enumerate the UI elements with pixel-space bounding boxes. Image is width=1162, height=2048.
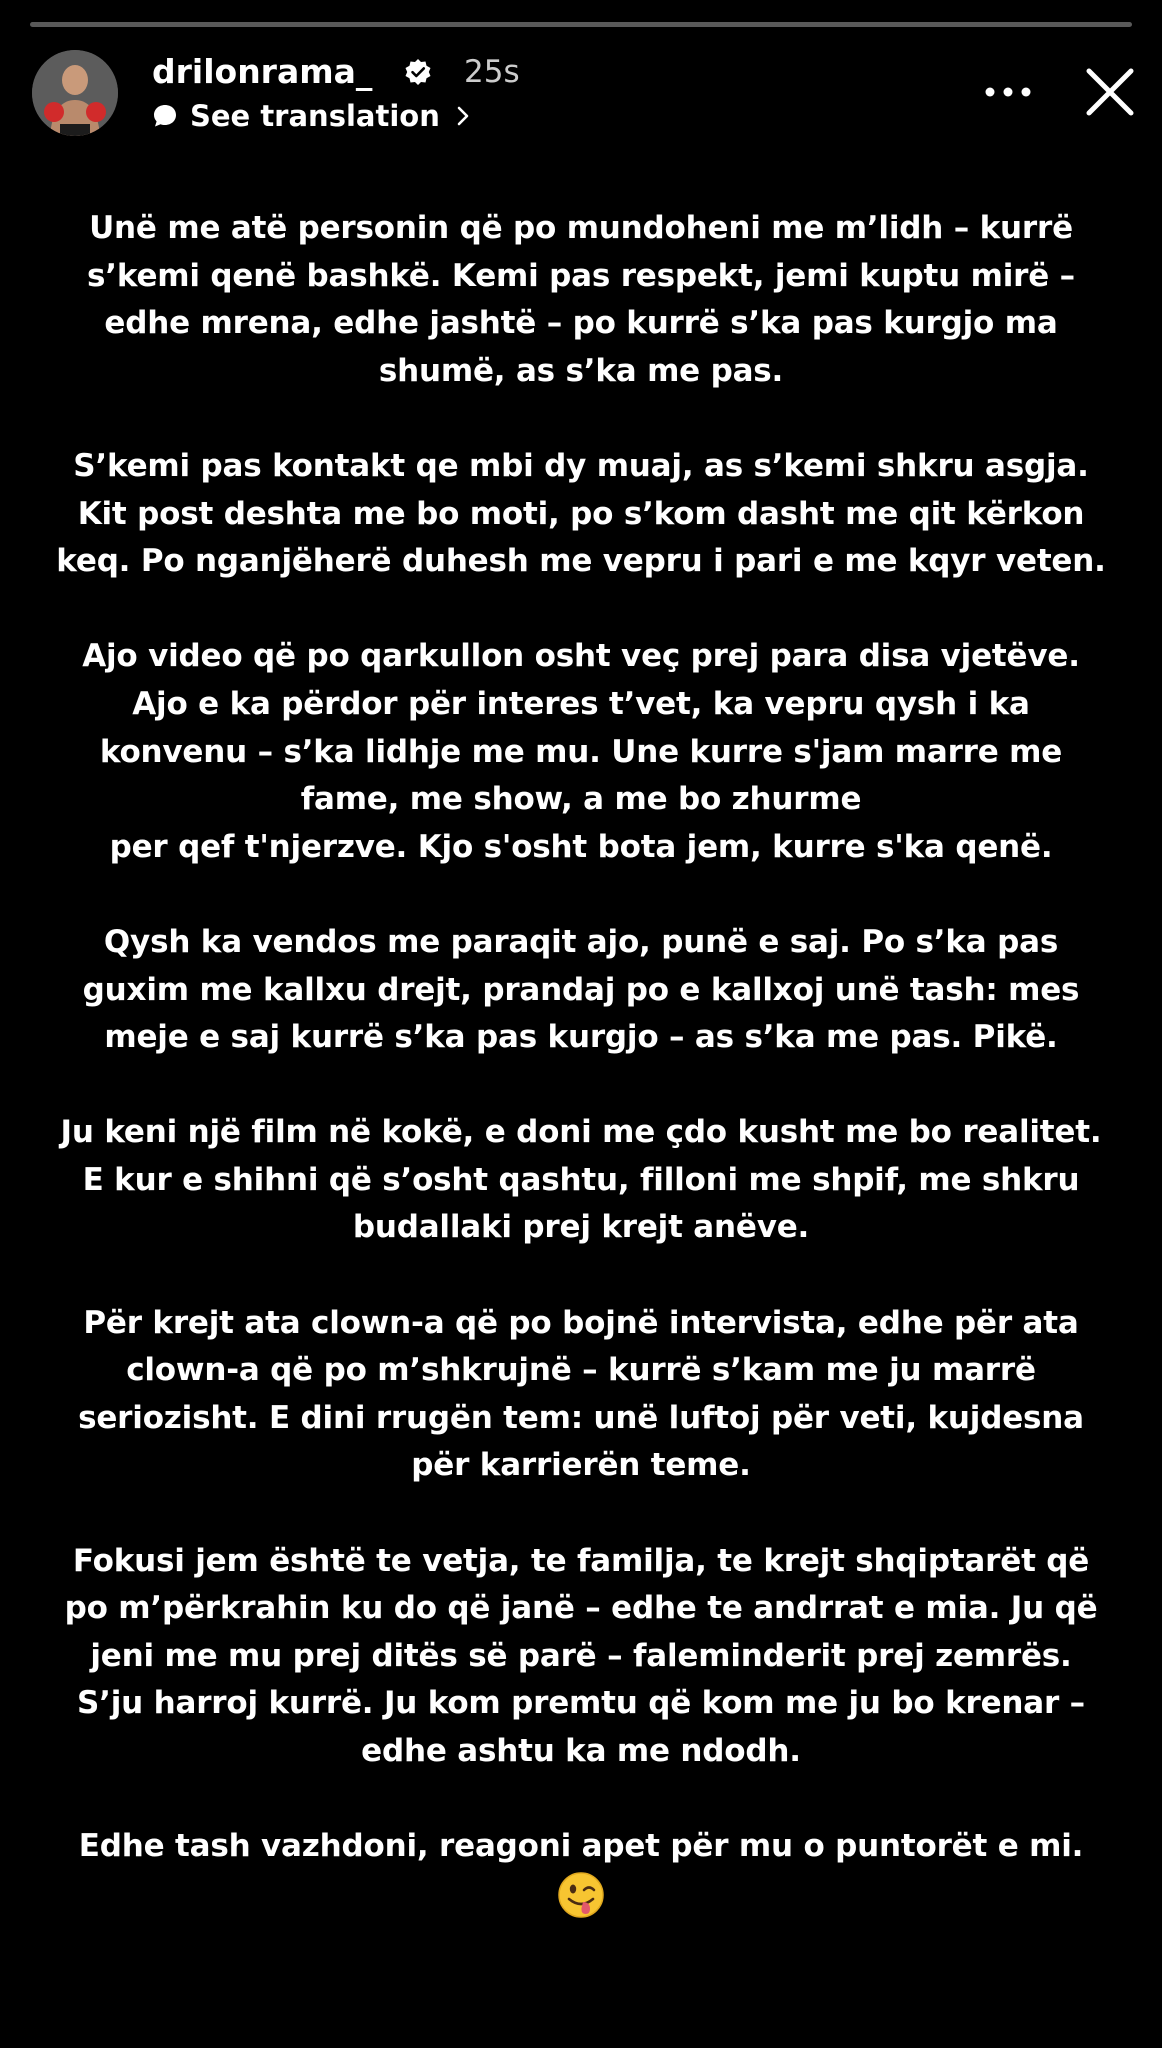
story-paragraph	[20, 1538, 1142, 1776]
story-text-line: për karrierën teme.	[411, 1447, 751, 1484]
story-text-line: Ju keni një film në kokë, e doni me çdo kusht me bo realitet.	[60, 1114, 1102, 1151]
story-text-line: clown-a që po m’shkrujnë – kurrë s’kam me ju marrë	[126, 1352, 1036, 1389]
story-text-line: Edhe tash vazhdoni, reagoni apet për mu o puntorët e mi.	[78, 1828, 1084, 1865]
story-text-line: Fokusi jem është te vetja, te familja, te krejt shqiptarët që	[72, 1542, 1090, 1579]
verified-badge-icon	[404, 58, 432, 86]
story-text-line: fame, me show, a me bo zhurme	[300, 781, 862, 818]
story-text-line: shumë, as s’ka me pas.	[378, 352, 784, 389]
story-text-line: s’kemi qenë bashkë. Kemi pas respekt, jemi kuptu mirë –	[87, 257, 1075, 294]
story-text-line: per qef t'njerzve. Kjo s'osht bota jem, kurre s'ka qenë.	[109, 828, 1053, 865]
more-dots-icon[interactable]	[970, 72, 1046, 112]
story-text-line: jeni me mu prej ditës së parë – faleminderit prej zemrës.	[90, 1637, 1072, 1674]
winking-face-with-tongue-emoji	[557, 1871, 605, 1919]
story-text-line: Unë me atë personin që po mundoheni me m’lidh – kurrë	[89, 210, 1073, 246]
story-text-line: keq. Po nganjëherë duhesh me vepru i pari e me kqyr veten.	[56, 543, 1106, 580]
story-text-line: seriozisht. E dini rrugën tem: unë luftoj për veti, kujdesna	[78, 1399, 1084, 1436]
story-text	[20, 205, 1142, 1919]
story-paragraph	[20, 205, 1142, 395]
story-progress-bar	[30, 22, 1132, 27]
avatar[interactable]	[32, 50, 118, 136]
story-text-line: budallaki prej krejt anëve.	[352, 1209, 810, 1246]
story-paragraph	[20, 1300, 1142, 1490]
story-text-line: Qysh ka vendos me paraqit ajo, punë e saj. Po s’ka pas	[103, 923, 1059, 960]
story-text-line: E kur e shihni që s’osht qashtu, filloni me shpif, me shkru	[82, 1161, 1080, 1198]
story-paragraph	[20, 633, 1142, 871]
username[interactable]: drilonrama_	[152, 52, 373, 91]
story-text-line: edhe ashtu ka me ndodh.	[361, 1733, 801, 1769]
story-text-line: konvenu – s’ka lidhje me mu. Une kurre s'jam marre me	[99, 733, 1063, 770]
story-header	[32, 50, 1132, 136]
chevron-right-icon	[452, 105, 474, 127]
story-text-line: edhe mrena, edhe jashtë – po kurrë s’ka pas kurgjo ma	[104, 305, 1058, 342]
timestamp: 25s	[464, 54, 520, 90]
story-text-line: Për krejt ata clown-a që po bojnë intervista, edhe për ata	[83, 1304, 1079, 1341]
speech-bubble-icon	[152, 103, 178, 129]
story-text-line: Ajo e ka përdor për interes t’vet, ka vepru qysh i ka	[132, 685, 1030, 722]
story-paragraph	[20, 1823, 1142, 1919]
see-translation-button[interactable]	[152, 96, 474, 136]
story-text-line: Kit post deshta me bo moti, po s’kom dasht me qit kërkon	[77, 495, 1085, 532]
story-text-line: Ajo video që po qarkullon osht veç prej para disa vjetëve.	[82, 638, 1080, 675]
avatar-image	[32, 50, 118, 136]
story-text-line: guxim me kallxu drejt, prandaj po e kallxoj unë tash: mes	[82, 971, 1080, 1008]
story-paragraph	[20, 443, 1142, 586]
story-text-line: po m’përkrahin ku do që janë – edhe te andrrat e mia. Ju që	[64, 1590, 1098, 1627]
story-text-line: S’kemi pas kontakt qe mbi dy muaj, as s’kemi shkru asgja.	[73, 447, 1089, 484]
see-translation-label: See translation	[190, 99, 440, 133]
close-icon[interactable]	[1080, 62, 1140, 122]
story-paragraph	[20, 919, 1142, 1062]
story-paragraph	[20, 1109, 1142, 1252]
story-text-line: S’ju harroj kurrë. Ju kom premtu që kom me ju bo krenar –	[77, 1685, 1085, 1722]
story-text-line: meje e saj kurrë s’ka pas kurgjo – as s’ka me pas. Pikë.	[104, 1019, 1058, 1056]
